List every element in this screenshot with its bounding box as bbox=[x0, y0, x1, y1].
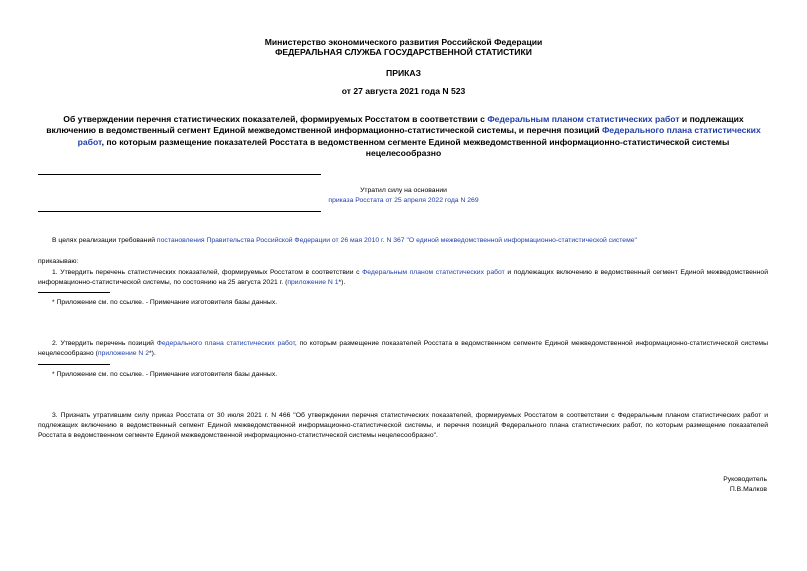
item-1-link-appendix-1[interactable]: приложение N 1 bbox=[287, 279, 339, 286]
ministry-name: Министерство экономического развития Российской Федерации bbox=[264, 37, 543, 47]
status-note: Утратил силу на основании bbox=[360, 187, 447, 194]
item-2 bbox=[38, 339, 768, 359]
item-2-footnote: * Приложение см. по ссылке. - Примечание изготовителя базы данных. bbox=[52, 371, 278, 378]
item-2-text-3: *). bbox=[149, 350, 156, 357]
item-2-link-appendix-2[interactable]: приложение N 2 bbox=[97, 350, 150, 357]
preamble-text: В целях реализации требований bbox=[52, 237, 157, 244]
item-1-footnote: * Приложение см. по ссылке. - Примечание изготовителя базы данных. bbox=[52, 299, 278, 306]
document-date-number: от 27 августа 2021 года N 523 bbox=[341, 86, 466, 96]
document-title bbox=[40, 114, 767, 159]
item-1-text-1: 1. Утвердить перечень статистических показателей, формируемых Росстатом в соответствии с bbox=[52, 269, 363, 276]
document-type: ПРИКАЗ bbox=[386, 68, 421, 78]
item-1-text-2: и подлежащих включению в ведомственный сегмент Единой межведомственной информационно-статистической системы, по состоянию на 25 августа 2021 г. ( bbox=[38, 269, 769, 286]
signature-position: Руководитель bbox=[723, 476, 767, 483]
status-link-wrap bbox=[0, 196, 807, 206]
preamble-link-decree[interactable]: постановления Правительства Российской Федерации от 26 мая 2010 г. N 367 "О единой межведомственной информационно-статистической системе" bbox=[156, 237, 637, 244]
title-text-3: , по которым размещение показателей Росстата в ведомственном сегменте Единой межведомственной информационно-статистической системы нецелесообразно bbox=[101, 136, 730, 158]
preamble bbox=[52, 236, 768, 246]
divider-top bbox=[38, 174, 321, 175]
item-2-text-2: , по которым размещение показателей Росстата в ведомственном сегменте Единой межведомственной информационно-статистической системы нецелесообразно ( bbox=[38, 340, 768, 357]
service-name: ФЕДЕРАЛЬНАЯ СЛУЖБА ГОСУДАРСТВЕННОЙ СТАТИСТИКИ bbox=[275, 47, 532, 57]
order-word: приказываю: bbox=[38, 258, 79, 265]
divider-bottom bbox=[38, 211, 321, 212]
item-2-link-federal-plan[interactable]: Федерального плана статистических работ bbox=[156, 340, 295, 347]
footnote-rule-1 bbox=[38, 292, 110, 293]
title-text-1: Об утверждении перечня статистических показателей, формируемых Росстатом в соответствии с bbox=[63, 114, 488, 124]
title-link-federal-plan[interactable]: Федеральным планом статистических работ bbox=[487, 114, 680, 124]
footnote-rule-2 bbox=[38, 364, 110, 365]
title-link-federal-plan-positions[interactable]: Федерального плана статистических работ bbox=[77, 125, 761, 147]
item-3: 3. Признать утратившим силу приказ Росстата от 30 июля 2021 г. N 466 "Об утверждении перечня статистических показателей, формируемых Росстатом в соответствии с Федеральным планом статистических работ и подлежащих включению в ведомственный сегмент Единой межведомственной информационно-статистической системы, и перечня позиций Федерального плана статистических работ, по которым размещение показателей Росстата в ведомственном сегменте Единой межведомственной информационно-статистической системы нецелесообразно". bbox=[38, 412, 768, 439]
signature-name: П.В.Малков bbox=[729, 486, 767, 493]
title-text-2: и подлежащих включению в ведомственный сегмент Единой межведомственной информационно-статистической системы, и перечня позиций bbox=[46, 114, 744, 136]
status-link-order-269[interactable]: приказа Росстата от 25 апреля 2022 года N 269 bbox=[328, 197, 479, 204]
item-1 bbox=[38, 268, 768, 288]
item-1-text-3: *). bbox=[338, 279, 346, 286]
item-1-link-federal-plan[interactable]: Федеральным планом статистических работ bbox=[362, 269, 505, 276]
item-2-text-1: 2. Утвердить перечень позиций bbox=[52, 340, 157, 347]
